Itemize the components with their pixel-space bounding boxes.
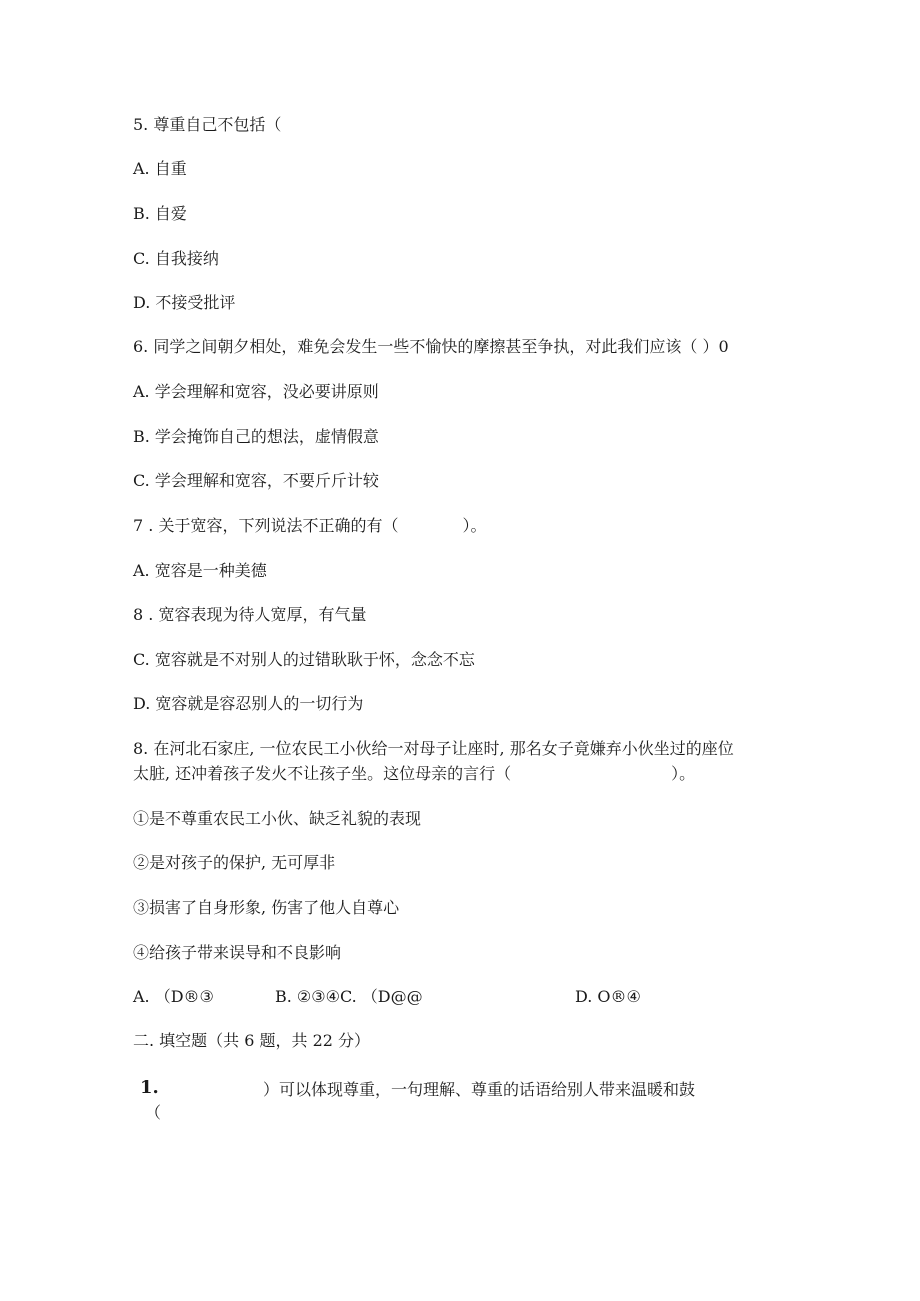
- q6-stem: 6. 同学之间朝夕相处，难免会发生一些不愉快的摩擦甚至争执，对此我们应该（ ）0: [133, 337, 729, 356]
- q6-option-b[interactable]: B. 学会掩饰自己的想法，虚情假意: [133, 427, 379, 446]
- q6-option-a[interactable]: A. 学会理解和宽容，没必要讲原则: [133, 382, 379, 401]
- q7-option-d[interactable]: D. 宽容就是容忍别人的一切行为: [133, 694, 364, 713]
- fill1-open-paren: （: [145, 1103, 162, 1122]
- q5-option-a[interactable]: A. 自重: [133, 159, 187, 178]
- q7-option-b[interactable]: 8 . 宽容表现为待人宽厚，有气量: [133, 605, 367, 624]
- q5-option-d[interactable]: D. 不接受批评: [133, 293, 236, 312]
- q8-statement-3: ③损害了自身形象, 伤害了他人自尊心: [133, 898, 400, 917]
- q8-choice-d[interactable]: D. O®④: [575, 987, 641, 1006]
- q8-statement-1: ①是不尊重农民工小伙、缺乏礼貌的表现: [133, 809, 422, 828]
- q5-option-c[interactable]: C. 自我接纳: [133, 249, 219, 268]
- fill1-text: ）可以体现尊重，一句理解、尊重的话语给别人带来温暖和鼓: [263, 1080, 696, 1099]
- q7-stem: 7 . 关于宽容，下列说法不正确的有（ ）。: [133, 516, 487, 535]
- q7-option-c[interactable]: C. 宽容就是不对别人的过错耿耿于怀，念念不忘: [133, 650, 475, 669]
- q8-statement-4: ④给孩子带来误导和不良影响: [133, 943, 342, 962]
- q8-choices-row: [0, 987, 920, 1007]
- q7-option-a[interactable]: A. 宽容是一种美德: [133, 561, 267, 580]
- q8-statement-2: ②是对孩子的保护, 无可厚非: [133, 853, 336, 872]
- q6-option-c[interactable]: C. 学会理解和宽容，不要斤斤计较: [133, 471, 379, 490]
- q8-stem-line1: 8. 在河北石家庄, 一位农民工小伙给一对母子让座时, 那名女子竟嫌弃小伙坐过的座位: [133, 739, 734, 758]
- q5-stem: 5. 尊重自己不包括（: [133, 115, 282, 134]
- q8-choice-b-c[interactable]: B. ②③④C. （D@@: [275, 987, 423, 1006]
- q8-stem-line2: 太脏, 还冲着孩子发火不让孩子坐。这位母亲的言行（ ）。: [133, 764, 696, 783]
- q5-option-b[interactable]: B. 自爱: [133, 204, 187, 223]
- section-2-title: 二. 填空题（共 6 题，共 22 分）: [133, 1031, 371, 1050]
- fill1-number: 1.: [140, 1077, 159, 1098]
- q8-choice-a[interactable]: A. （D®③: [133, 987, 214, 1006]
